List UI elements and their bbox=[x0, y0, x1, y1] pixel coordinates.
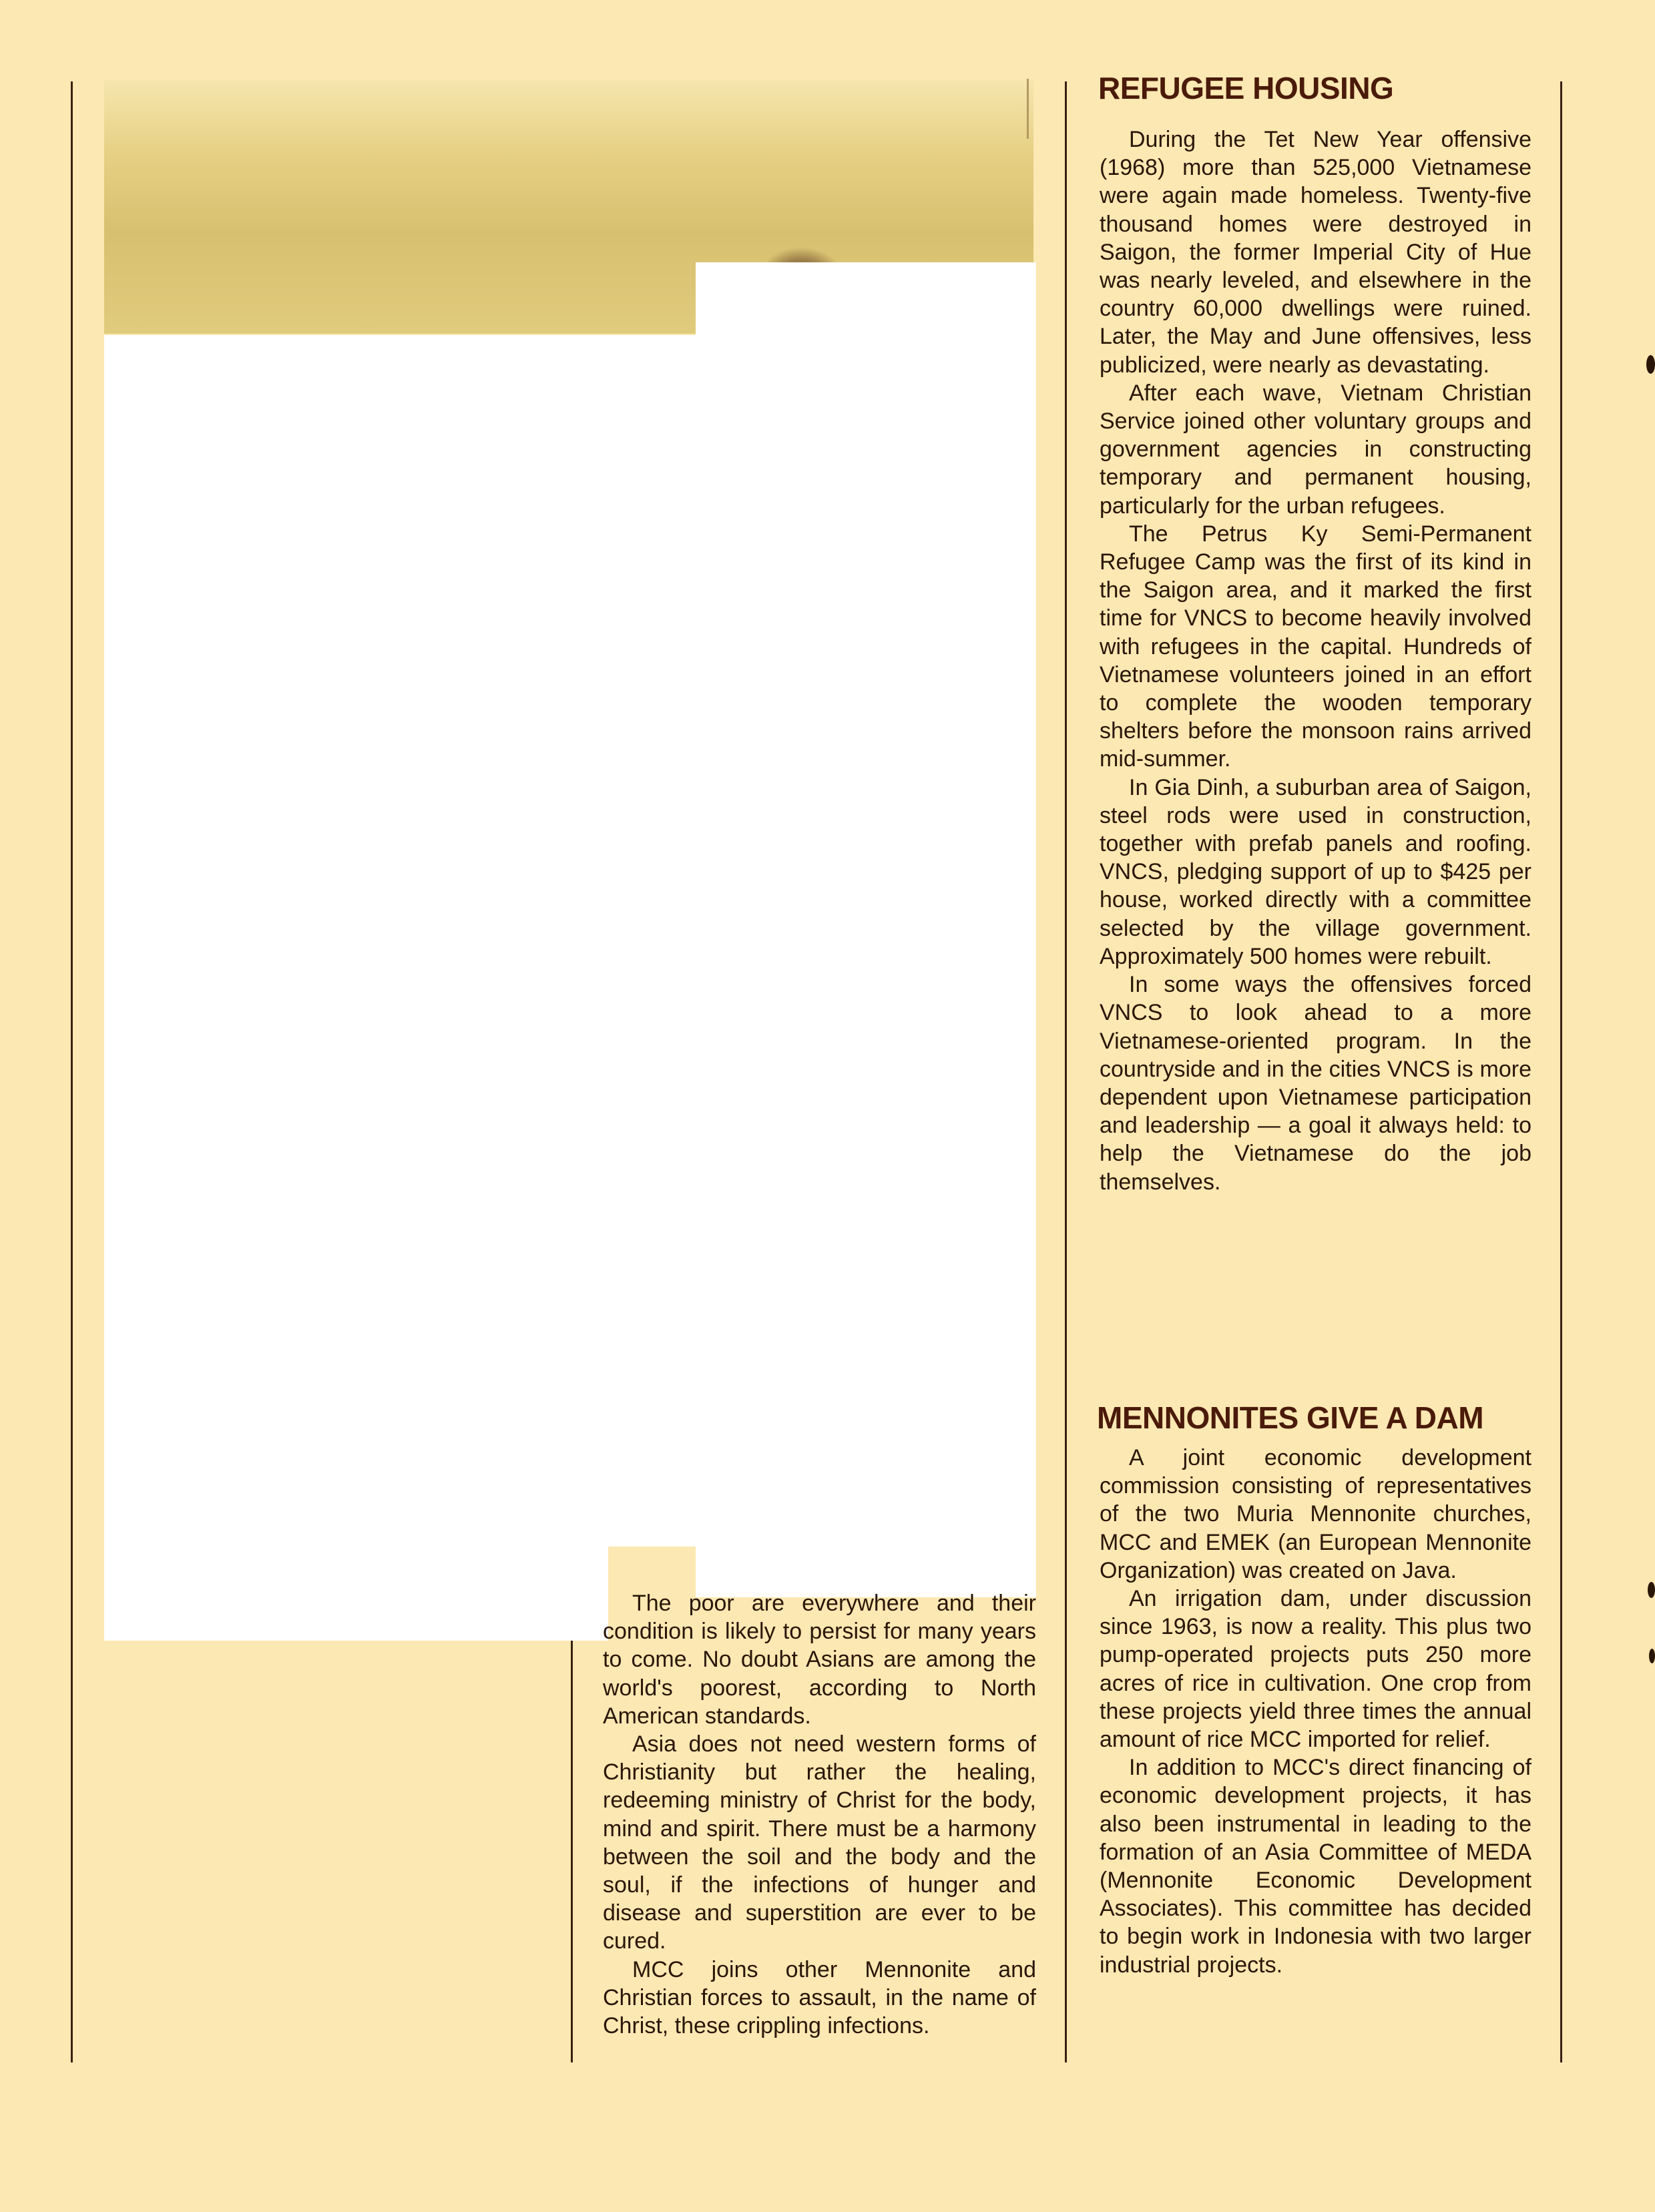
caption-text-block bbox=[603, 1589, 1036, 2040]
paragraph: Asia does not need western forms of Christianity but rather the healing, redeeming ministry of Christ for the body, mind and spirit. There must be a harmony between the soil and the body and the soul, if the infections of hunger and disease and superstition are ever to be cured. bbox=[603, 1731, 1036, 1954]
redacted-image-area bbox=[104, 1535, 608, 1641]
section-heading-mennonites-give-a-dam: MENNONITES GIVE A DAM bbox=[1097, 1400, 1484, 1435]
article-mennonites-give-a-dam bbox=[1100, 1444, 1531, 1979]
paragraph: A joint economic development commission consisting of representatives of the two Muria Mennonite churches, MCC and EMEK (an European Mennonite Organization) was created on Java. bbox=[1100, 1445, 1531, 1583]
photograph-edge bbox=[1027, 79, 1029, 139]
caption-divider-rule bbox=[571, 1581, 573, 2062]
article-refugee-housing bbox=[1100, 125, 1531, 1196]
paragraph: An irrigation dam, under discussion since 1963, is now a reality. This plus two pump-operated projects puts 250 more acres of rice in cultivation. One crop from these projects yield three times the annual amount of rice MCC imported for relief. bbox=[1100, 1586, 1531, 1753]
paragraph: In some ways the offensives forced VNCS to look ahead to a more Vietnamese-oriented program. In the countryside and in the cities VNCS is more dependent upon Vietnamese participation and leadership — a goal it always held: to help the Vietnamese do the job themselves. bbox=[1100, 972, 1531, 1195]
paragraph: During the Tet New Year offensive (1968) more than 525,000 Vietnamese were again made homeless. Twenty-five thousand homes were destroyed in Saigon, the former Imperial City of Hue was nearly leveled, and elsewhere in the country 60,000 dwellings were ruined. Later, the May and June offensives, less publicized, were nearly as devastating. bbox=[1100, 127, 1531, 378]
paragraph: The poor are everywhere and their condition is likely to persist for many years to come. No doubt Asians are among the world's poorest, according to North American standards. bbox=[603, 1591, 1036, 1729]
right-border-rule bbox=[1560, 81, 1562, 2062]
redacted-image-area bbox=[104, 1629, 571, 1641]
redacted-image-area bbox=[104, 335, 1036, 1547]
scan-mark bbox=[1649, 1649, 1655, 1663]
paragraph: After each wave, Vietnam Christian Service joined other voluntary groups and government agencies in constructing temporary and permanent housing, particularly for the urban refugees. bbox=[1100, 380, 1531, 519]
paragraph: MCC joins other Mennonite and Christian forces to assault, in the name of Christ, these crippling infections. bbox=[603, 1956, 1036, 2039]
left-border-rule bbox=[71, 81, 73, 2062]
scan-mark bbox=[1646, 355, 1655, 374]
paragraph: The Petrus Ky Semi-Permanent Refugee Camp was the first of its kind in the Saigon area, and it marked the first time for VNCS to become heavily involved with refugees in the capital. Hundreds of Vietnamese volunteers joined in an effort to complete the wooden temporary shelters before the monsoon rains arrived mid-summer. bbox=[1100, 521, 1531, 772]
section-heading-refugee-housing: REFUGEE HOUSING bbox=[1098, 71, 1394, 105]
column-divider-rule bbox=[1065, 81, 1067, 2062]
paragraph: In addition to MCC's direct financing of economic development projects, it has also been instrumental in leading to the formation of an Asia Committee of MEDA (Mennonite Economic Development Associates). This committee has decided to begin work in Indonesia with two larger industrial projects. bbox=[1100, 1755, 1531, 1978]
scan-mark bbox=[1648, 1582, 1655, 1598]
paragraph: In Gia Dinh, a suburban area of Saigon, steel rods were used in construction, together with prefab panels and roofing. VNCS, pledging support of up to $425 per house, worked directly with a committee selected by the village government. Approximately 500 homes were rebuilt. bbox=[1100, 774, 1531, 969]
